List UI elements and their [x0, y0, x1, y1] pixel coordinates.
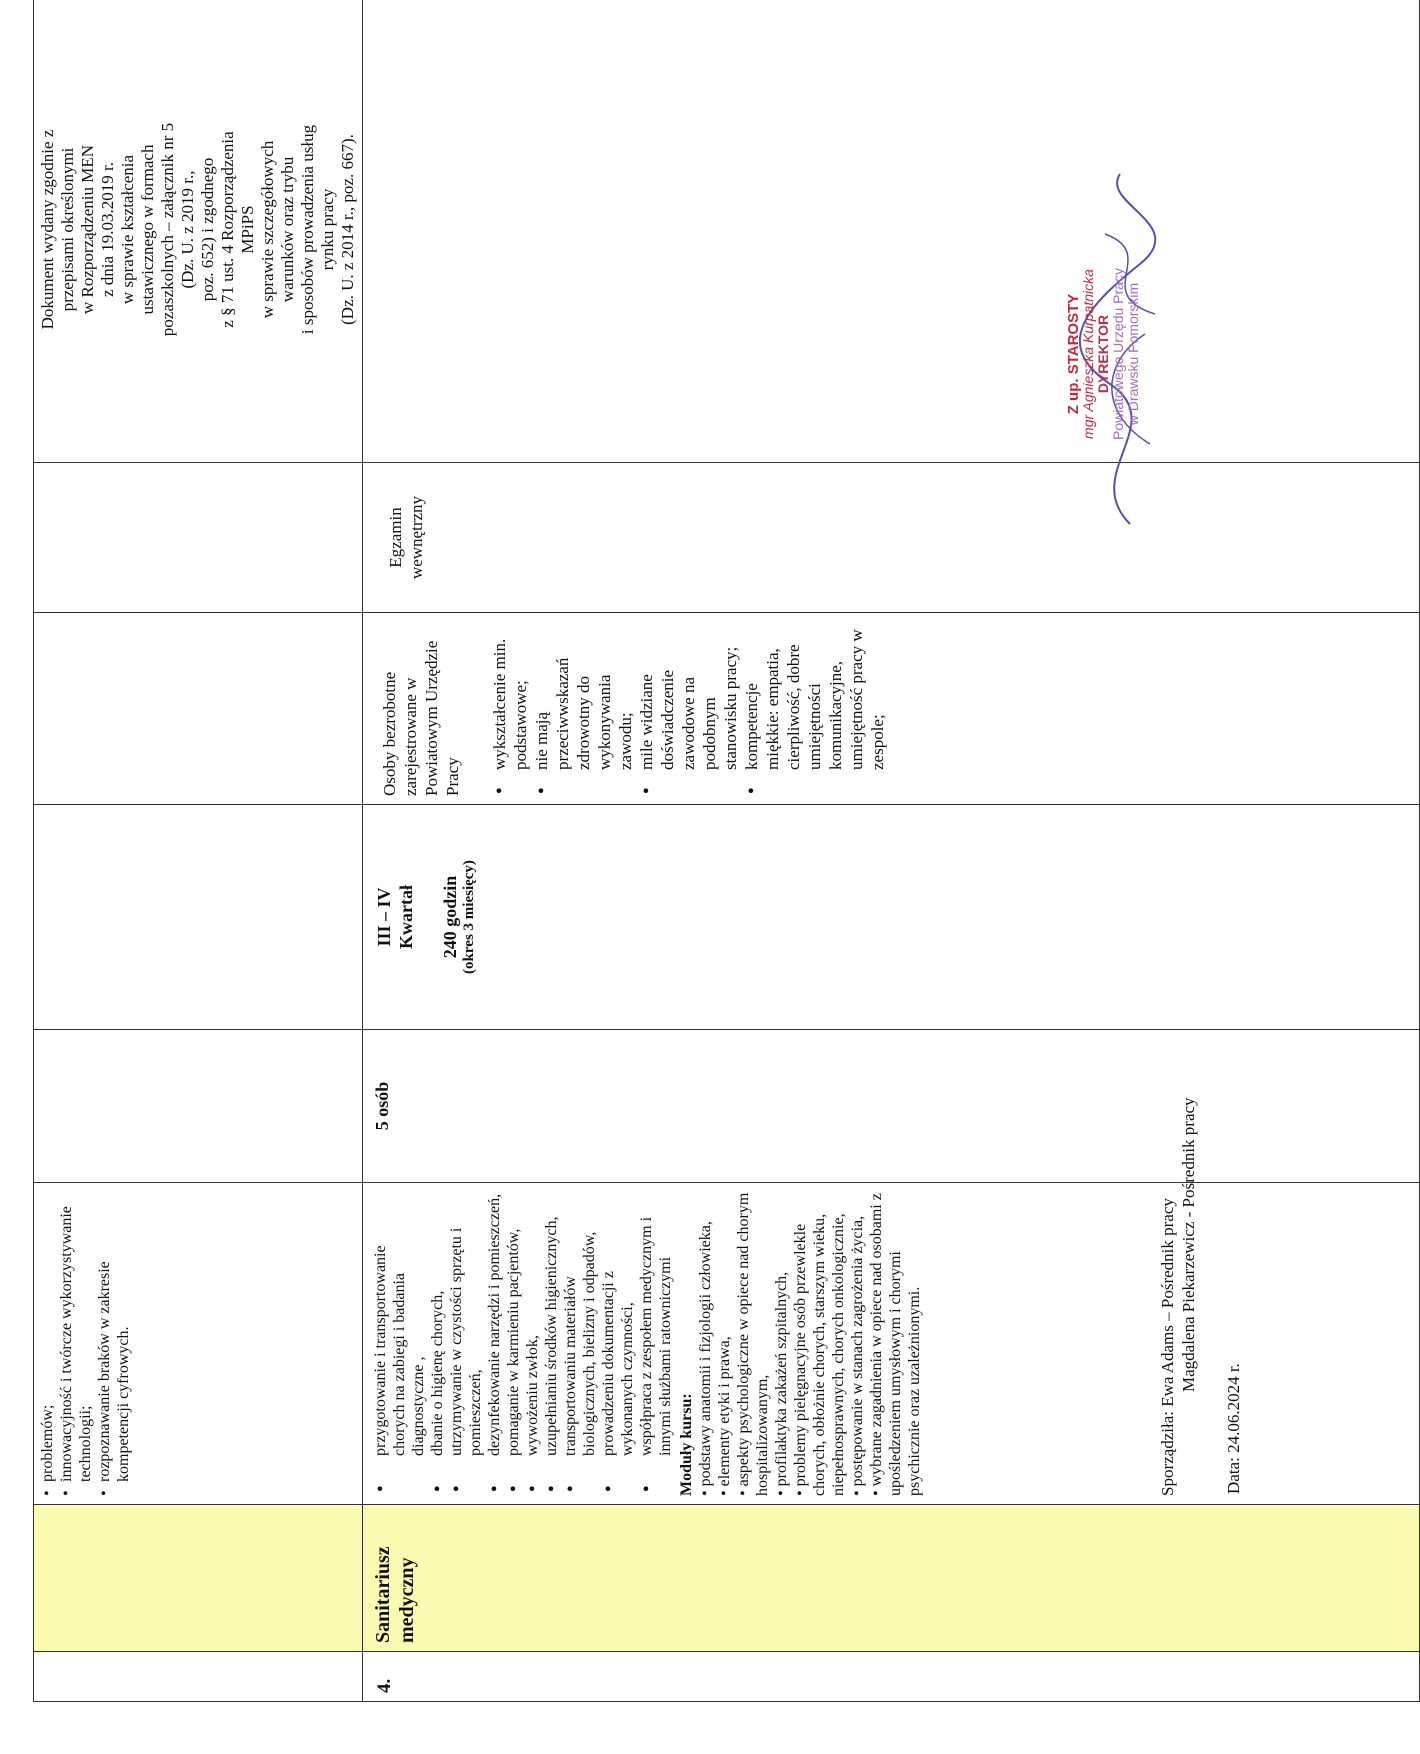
qualification-line: pozaszkolnych – załącznik nr 5	[158, 122, 177, 337]
term-hours: 240 godzin	[440, 875, 460, 959]
module-item: • problemy pielęgnacyjne osób przewlekle chorych, obłożnie chorych, starszym wieku, niepełnosprawnych, chorych onkologicznie,	[792, 1213, 847, 1496]
module-item: • aspekty psychologiczne w opiece nad chorym hospitalizowanym,	[735, 1192, 771, 1496]
cell-exam-prev	[34, 463, 363, 613]
skill-item: • problemów;	[38, 1191, 57, 1496]
course-term	[363, 805, 1420, 1030]
skill-item: • rozpoznawanie braków w zakresie kompetencji cyfrowych.	[95, 1191, 133, 1496]
criteria-item: ● kompetencje miękkie: empatia, cierpliwość, dobre umiejętności komunikacyjne, umiejętność pracy w zespole;	[741, 621, 888, 796]
recipients-text: Osoby bezrobotne zarejestrowane w Powiatowym Urzędzie Pracy	[380, 640, 462, 796]
duty-item: ● transportowaniu materiałów biologicznych, bielizny i odpadów,	[561, 1191, 599, 1496]
duty-item: ● przygotowanie i transportowanie chorych na zabiegi i badania diagnostyczne ,	[371, 1191, 428, 1496]
cell-qualification-document	[34, 0, 363, 463]
cell-name-prev	[34, 1505, 363, 1652]
module-item: • elementy etyki i prawa,	[716, 1336, 733, 1496]
criteria-list	[489, 621, 888, 796]
criteria-item: ● nie mają przeciwwskazań zdrowotny do wykonywania zawodu;	[531, 621, 636, 796]
term-quarters: III – IV	[374, 887, 394, 947]
qualification-line: rynku pracy	[318, 188, 337, 271]
row-number: 4.	[363, 1652, 1420, 1702]
qualification-line: warunków oraz trybu	[278, 156, 297, 303]
duty-item: ● dbanie o higienę chorych,	[428, 1191, 447, 1496]
cell-term-prev	[34, 805, 363, 1030]
stamp-line-2: mgr Agnieszka Kurpatnicka	[1080, 269, 1096, 439]
term-quarter-label: Kwartał	[396, 885, 416, 949]
criteria-item: ● wykształcenie min. podstawowe;	[489, 621, 531, 796]
qualification-line: poz. 652) i zgodnego	[198, 157, 217, 302]
duty-item: ● uzupełnianiu środków higienicznych,	[542, 1191, 561, 1496]
duty-item: ● pomaganie w karmieniu pacjentów,	[504, 1191, 523, 1496]
cell-people-prev	[34, 1030, 363, 1183]
qualification-line: w Rozporządzeniu MEN	[78, 145, 97, 315]
document-date: Data: 24.06.2024 r.	[1224, 1363, 1243, 1494]
duty-item: ● współpraca z zespołem medycznym i innymi służbami ratowniczymi	[637, 1191, 675, 1496]
cell-recipients-prev	[34, 613, 363, 805]
qualification-line: MPiPS	[238, 205, 257, 254]
cell-qualification-empty	[363, 0, 1420, 463]
term-period: (okres 3 miesięcy)	[461, 860, 477, 974]
modules-list	[696, 1191, 924, 1496]
table-row-4	[363, 0, 1420, 1702]
people-count: 5 osób	[363, 1030, 1420, 1183]
duty-item: ● wywożeniu zwłok,	[523, 1191, 542, 1496]
cell-skills-prev	[34, 1183, 363, 1505]
qualification-line: (Dz. U. z 2014 r., poz. 667).	[338, 134, 357, 325]
stamp-line-5: w Drawsku Pomorskim	[1125, 282, 1141, 426]
qualification-line: i sposobów prowadzenia usług	[298, 124, 317, 335]
course-name: Sanitariusz medyczny	[363, 1505, 1420, 1652]
duty-item: ● utrzymywanie w czystości sprzętu i pomieszczeń,	[447, 1191, 485, 1496]
course-recipients	[363, 613, 1420, 805]
qualification-line: w sprawie szczegółowych	[258, 140, 277, 319]
qualification-line: z § 71 ust. 4 Rozporządzenia	[218, 131, 237, 328]
stamp-line-3: DYREKTOR	[1095, 314, 1111, 394]
qualification-line: (Dz. U. z 2019 r.,	[178, 170, 197, 289]
qualification-line: z dnia 19.03.2019 r.	[98, 161, 117, 298]
module-item: • podstawy anatomii i fizjologii człowieka,	[697, 1221, 714, 1496]
skill-item: • innowacyjność i twórcze wykorzystywanie technologii;	[57, 1191, 95, 1496]
director-stamp-block	[1060, 144, 1180, 564]
cell-number-prev	[34, 1652, 363, 1702]
duties-list	[371, 1191, 675, 1496]
table-row-previous	[34, 0, 363, 1702]
qualification-text	[38, 5, 358, 454]
qualification-line: przepisami określonymi	[58, 147, 77, 312]
module-item: • profilaktyka zakażeń szpitalnych,	[773, 1271, 790, 1496]
qualification-line: Dokument wydany zgodnie z	[38, 129, 57, 330]
stamp-line-1: Z up. STAROSTY	[1065, 293, 1082, 415]
module-item: • wybrane zagadnienia w opiece nad osobami z upośledzeniem umysłowym i chorymi psychicznie oraz uzależnionymi.	[868, 1193, 923, 1496]
course-program	[363, 1183, 1420, 1505]
exam-type: Egzamin wewnętrzny	[363, 463, 1420, 613]
stamp-line-4: Powiatowego Urzędu Pracy	[1110, 268, 1126, 440]
module-item: • postępowanie w stanach zagrożenia życia,	[849, 1215, 866, 1496]
skills-list	[38, 1191, 133, 1496]
qualification-line: ustawicznego w formach	[138, 144, 157, 315]
prepared-by: Sporządziła: Ewa Adams – Pośrednik pracy	[1158, 1198, 1177, 1496]
qualification-line: w sprawie kształcenia	[118, 154, 137, 305]
prepared-by-second: Magdalena Piekarzewicz - Pośrednik pracy	[1179, 1097, 1198, 1392]
criteria-item: ● mile widziane doświadczenie zawodowe na podobnym stanowisku pracy;	[636, 621, 741, 796]
duty-item: ● prowadzeniu dokumentacji z wykonanych czynności,	[599, 1191, 637, 1496]
modules-heading: Moduły kursu:	[678, 1393, 695, 1496]
training-table	[33, 0, 1420, 1702]
duty-item: ● dezynfekowanie narzędzi i pomieszczeń,	[485, 1191, 504, 1496]
